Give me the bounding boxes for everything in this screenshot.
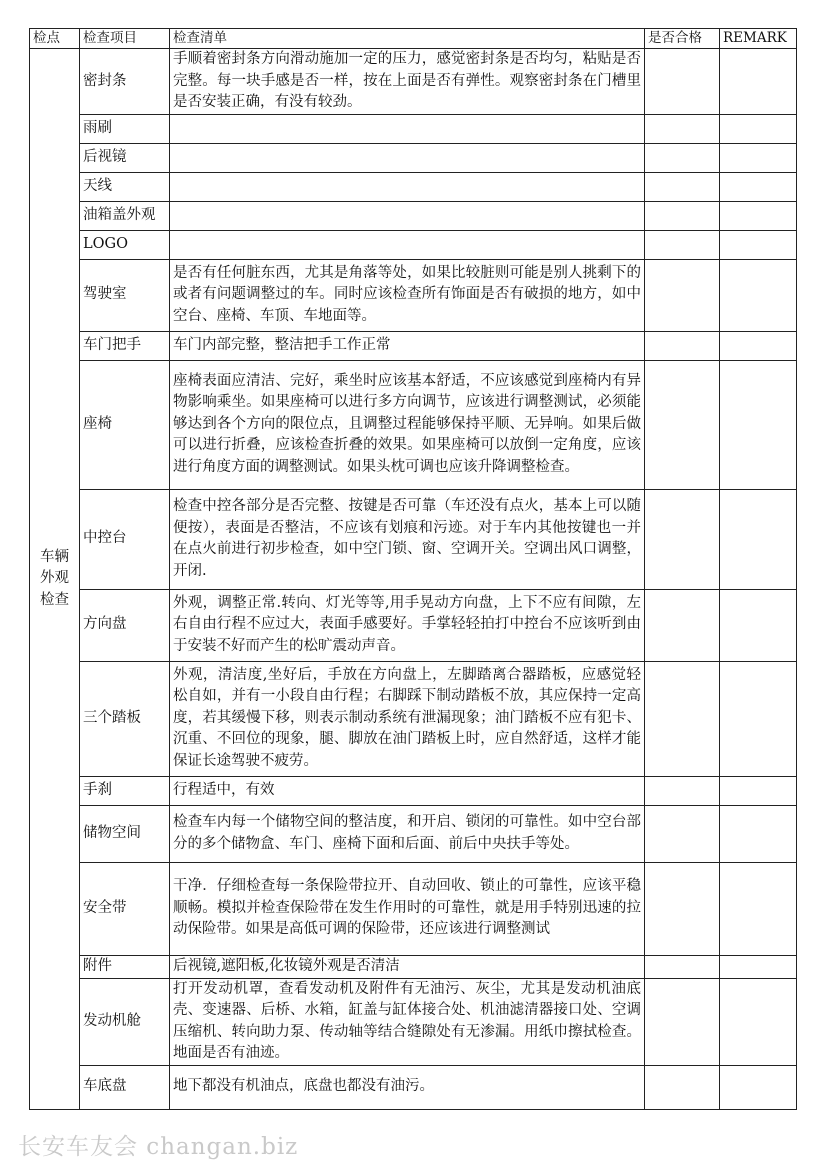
- pass-cell[interactable]: [645, 955, 720, 978]
- pass-cell[interactable]: [645, 360, 720, 489]
- table-row: [30, 955, 797, 978]
- remark-cell[interactable]: [720, 489, 797, 589]
- table-row: [30, 172, 797, 201]
- pass-cell[interactable]: [645, 1065, 720, 1109]
- table-row: [30, 114, 797, 143]
- pass-cell[interactable]: [645, 259, 720, 331]
- remark-cell[interactable]: [720, 201, 797, 230]
- category-cell: 车辆外观检查: [30, 49, 80, 1110]
- item-cell: 驾驶室: [80, 259, 170, 331]
- remark-cell[interactable]: [720, 661, 797, 776]
- item-cell: 方向盘: [80, 589, 170, 661]
- remark-cell[interactable]: [720, 776, 797, 805]
- remark-cell[interactable]: [720, 331, 797, 360]
- description-cell: 车门内部完整，整洁把手工作正常: [170, 331, 645, 360]
- header-item: 检查项目: [80, 29, 170, 49]
- description-cell: 检查中控各部分是否完整、按键是否可靠（车还没有点火，基本上可以随便按），表面是否整洁，不应该有划痕和污迹。对于车内其他按键也一并在点火前进行初步检查，如中空门锁、窗、空调开关。空调出风口调整，开闭.: [170, 489, 645, 589]
- pass-cell[interactable]: [645, 589, 720, 661]
- description-cell: 外观，调整正常.转向、灯光等等,用手晃动方向盘，上下不应有间隙，左右自由行程不应过大，表面手感要好。手掌轻轻拍打中控台不应该听到由于安装不好而产生的松旷震动声音。: [170, 589, 645, 661]
- remark-cell[interactable]: [720, 978, 797, 1065]
- item-cell: 密封条: [80, 49, 170, 115]
- table-row: [30, 589, 797, 661]
- description-cell: 外观，清洁度,坐好后，手放在方向盘上，左脚踏离合器踏板，应感觉轻松自如，并有一小段自由行程；右脚踩下制动踏板不放，其应保持一定高度，若其缓慢下移，则表示制动系统有泄漏现象；油门踏板不应有犯卡、沉重、不回位的现象，腿、脚放在油门踏板上时，应自然舒适，这样才能保证长途驾驶不疲劳。: [170, 661, 645, 776]
- description-cell: [170, 201, 645, 230]
- table-row: [30, 862, 797, 955]
- pass-cell[interactable]: [645, 776, 720, 805]
- table-row: [30, 201, 797, 230]
- pass-cell[interactable]: [645, 49, 720, 115]
- description-cell: 检查车内每一个储物空间的整洁度，和开启、锁闭的可靠性。如中空台部分的多个储物盒、车门、座椅下面和后面、前后中央扶手等处。: [170, 805, 645, 862]
- description-cell: 行程适中，有效: [170, 776, 645, 805]
- description-cell: 座椅表面应清洁、完好，乘坐时应该基本舒适，不应该感觉到座椅内有异物影响乘坐。如果座椅可以进行多方向调节，应该进行调整测试，必须能够达到各个方向的限位点，且调整过程能够保持平顺、无异响。如果后做可以进行折叠，应该检查折叠的效果。如果座椅可以放倒一定角度，应该进行角度方面的调整测试。如果头枕可调也应该升降调整检查。: [170, 360, 645, 489]
- remark-cell[interactable]: [720, 49, 797, 115]
- item-cell: 储物空间: [80, 805, 170, 862]
- header-pass: 是否合格: [645, 29, 720, 49]
- remark-cell[interactable]: [720, 1065, 797, 1109]
- table-row: [30, 1065, 797, 1109]
- item-cell: 车底盘: [80, 1065, 170, 1109]
- description-cell: 后视镜,遮阳板,化妆镜外观是否清洁: [170, 955, 645, 978]
- pass-cell[interactable]: [645, 230, 720, 259]
- remark-cell[interactable]: [720, 259, 797, 331]
- header-point: 检点: [30, 29, 80, 49]
- description-cell: 打开发动机罩，查看发动机及附件有无油污、灰尘，尤其是发动机油底壳、变速器、后桥、水箱，缸盖与缸体接合处、机油滤清器接口处、空调压缩机、转向助力泵、传动轴等结合缝隙处有无渗漏。用纸巾擦拭检查。地面是否有油迹。: [170, 978, 645, 1065]
- remark-cell[interactable]: [720, 360, 797, 489]
- pass-cell[interactable]: [645, 331, 720, 360]
- item-cell: 后视镜: [80, 143, 170, 172]
- item-cell: 车门把手: [80, 331, 170, 360]
- remark-cell[interactable]: [720, 955, 797, 978]
- pass-cell[interactable]: [645, 805, 720, 862]
- item-cell: 座椅: [80, 360, 170, 489]
- header-remark: REMARK: [720, 29, 797, 49]
- remark-cell[interactable]: [720, 805, 797, 862]
- description-cell: 地下都没有机油点，底盘也都没有油污。: [170, 1065, 645, 1109]
- item-cell: 发动机舱: [80, 978, 170, 1065]
- pass-cell[interactable]: [645, 143, 720, 172]
- pass-cell[interactable]: [645, 489, 720, 589]
- remark-cell[interactable]: [720, 862, 797, 955]
- table-row: [30, 661, 797, 776]
- description-cell: [170, 143, 645, 172]
- pass-cell[interactable]: [645, 661, 720, 776]
- description-cell: [170, 230, 645, 259]
- table-row: [30, 259, 797, 331]
- item-cell: 油箱盖外观: [80, 201, 170, 230]
- table-row: [30, 331, 797, 360]
- table-row: [30, 49, 797, 115]
- inspection-table: [29, 28, 797, 1110]
- remark-cell[interactable]: [720, 230, 797, 259]
- remark-cell[interactable]: [720, 143, 797, 172]
- item-cell: LOGO: [80, 230, 170, 259]
- table-row: [30, 805, 797, 862]
- description-cell: [170, 114, 645, 143]
- pass-cell[interactable]: [645, 201, 720, 230]
- table-row: [30, 143, 797, 172]
- item-cell: 天线: [80, 172, 170, 201]
- header-row: [30, 29, 797, 49]
- header-list: 检查清单: [170, 29, 645, 49]
- item-cell: 三个踏板: [80, 661, 170, 776]
- watermark: 长安车友会 changan.biz: [18, 1134, 299, 1160]
- table-row: [30, 360, 797, 489]
- table-row: [30, 978, 797, 1065]
- table-row: [30, 776, 797, 805]
- description-cell: 手顺着密封条方向滑动施加一定的压力，感觉密封条是否均匀，粘贴是否完整。每一块手感是否一样，按在上面是否有弹性。观察密封条在门槽里是否安装正确，有没有较劲。: [170, 49, 645, 115]
- pass-cell[interactable]: [645, 862, 720, 955]
- pass-cell[interactable]: [645, 978, 720, 1065]
- table-row: [30, 230, 797, 259]
- remark-cell[interactable]: [720, 589, 797, 661]
- item-cell: 手刹: [80, 776, 170, 805]
- table-row: [30, 489, 797, 589]
- item-cell: 中控台: [80, 489, 170, 589]
- item-cell: 雨刷: [80, 114, 170, 143]
- pass-cell[interactable]: [645, 172, 720, 201]
- description-cell: [170, 172, 645, 201]
- remark-cell[interactable]: [720, 114, 797, 143]
- remark-cell[interactable]: [720, 172, 797, 201]
- item-cell: 附件: [80, 955, 170, 978]
- description-cell: 是否有任何脏东西，尤其是角落等处，如果比较脏则可能是别人挑剩下的或者有问题调整过的车。同时应该检查所有饰面是否有破损的地方，如中空台、座椅、车顶、车地面等。: [170, 259, 645, 331]
- description-cell: 干净．仔细检查每一条保险带拉开、自动回收、锁止的可靠性，应该平稳顺畅。模拟并检查保险带在发生作用时的可靠性，就是用手特别迅速的拉动保险带。如果是高低可调的保险带，还应该进行调整测试: [170, 862, 645, 955]
- pass-cell[interactable]: [645, 114, 720, 143]
- item-cell: 安全带: [80, 862, 170, 955]
